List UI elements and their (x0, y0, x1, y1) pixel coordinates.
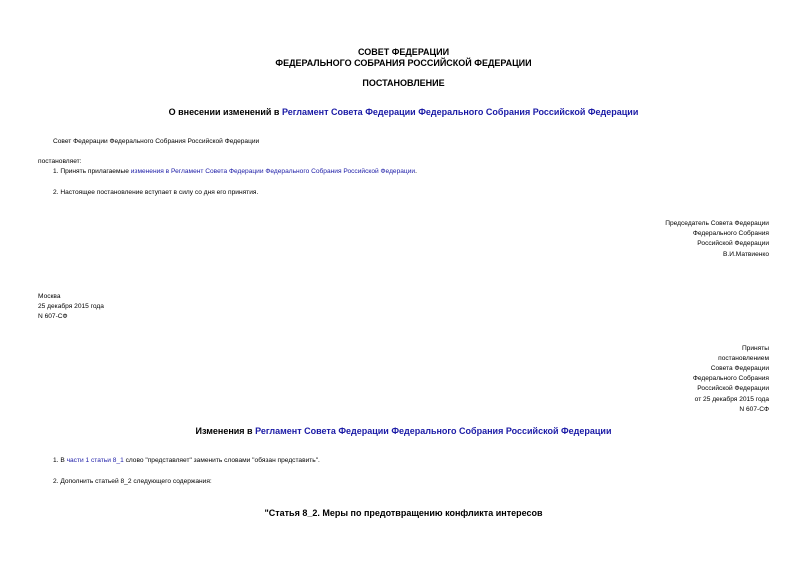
adopted-line-2: постановлением (718, 355, 769, 362)
item-2: 2. Настоящее постановление вступает в силу со дня его принятия. (53, 189, 259, 196)
changes-title-prefix: Изменения в (195, 426, 256, 436)
header-line-2: ФЕДЕРАЛЬНОГО СОБРАНИЯ РОССИЙСКОЙ ФЕДЕРАЦИИ (275, 58, 532, 68)
item-1-prefix: 1. Принять прилагаемые (53, 168, 131, 175)
changes-title (0, 426, 807, 436)
date: 25 декабря 2015 года (38, 303, 104, 310)
article-8-1-link[interactable]: части 1 статьи 8_1 (66, 457, 124, 464)
adopted-line-4: Федерального Собрания (692, 375, 769, 382)
article-title: "Статья 8_2. Меры по предотвращению конфликта интересов (264, 508, 543, 518)
signature-line-3: Российской Федерации (697, 240, 769, 247)
adopted-line-3: Совета Федерации (710, 365, 769, 372)
adopted-line-7: N 607-СФ (739, 406, 769, 413)
changes-title-regulation-link[interactable]: Регламент Совета Федерации Федерального Собрания Российской Федерации (255, 426, 612, 436)
document-title (0, 107, 807, 117)
adopted-line-5: Российской Федерации (697, 385, 769, 392)
changes-link[interactable]: изменения в Регламент Совета Федерации Федерального Собрания Российской Федерации (130, 168, 416, 175)
document-number: N 607-СФ (38, 313, 68, 320)
change-item-1-suffix: слово "представляет" заменить словами "обязан представить". (123, 457, 320, 464)
signature-line-1: Председатель Совета Федерации (665, 220, 769, 227)
adopted-line-1: Приняты (741, 345, 769, 352)
change-item-1 (53, 457, 320, 464)
resolves-text: постановляет: (38, 158, 82, 165)
signatory-name: В.И.Матвиенко (722, 251, 769, 258)
change-item-2: 2. Дополнить статьей 8_2 следующего содержания: (53, 478, 212, 485)
title-prefix: О внесении изменений в (168, 107, 282, 117)
change-item-1-prefix: 1. В (53, 457, 67, 464)
adopted-line-6: от 25 декабря 2015 года (694, 396, 769, 403)
signature-line-2: Федерального Собрания (692, 230, 769, 237)
city: Москва (38, 293, 61, 300)
document-type: ПОСТАНОВЛЕНИЕ (362, 78, 445, 88)
item-1 (53, 168, 417, 175)
item-1-suffix: . (415, 168, 417, 175)
title-regulation-link[interactable]: Регламент Совета Федерации Федерального Собрания Российской Федерации (281, 107, 639, 117)
header-line-1: СОВЕТ ФЕДЕРАЦИИ (357, 47, 450, 57)
intro-text: Совет Федерации Федерального Собрания Российской Федерации (53, 138, 260, 145)
